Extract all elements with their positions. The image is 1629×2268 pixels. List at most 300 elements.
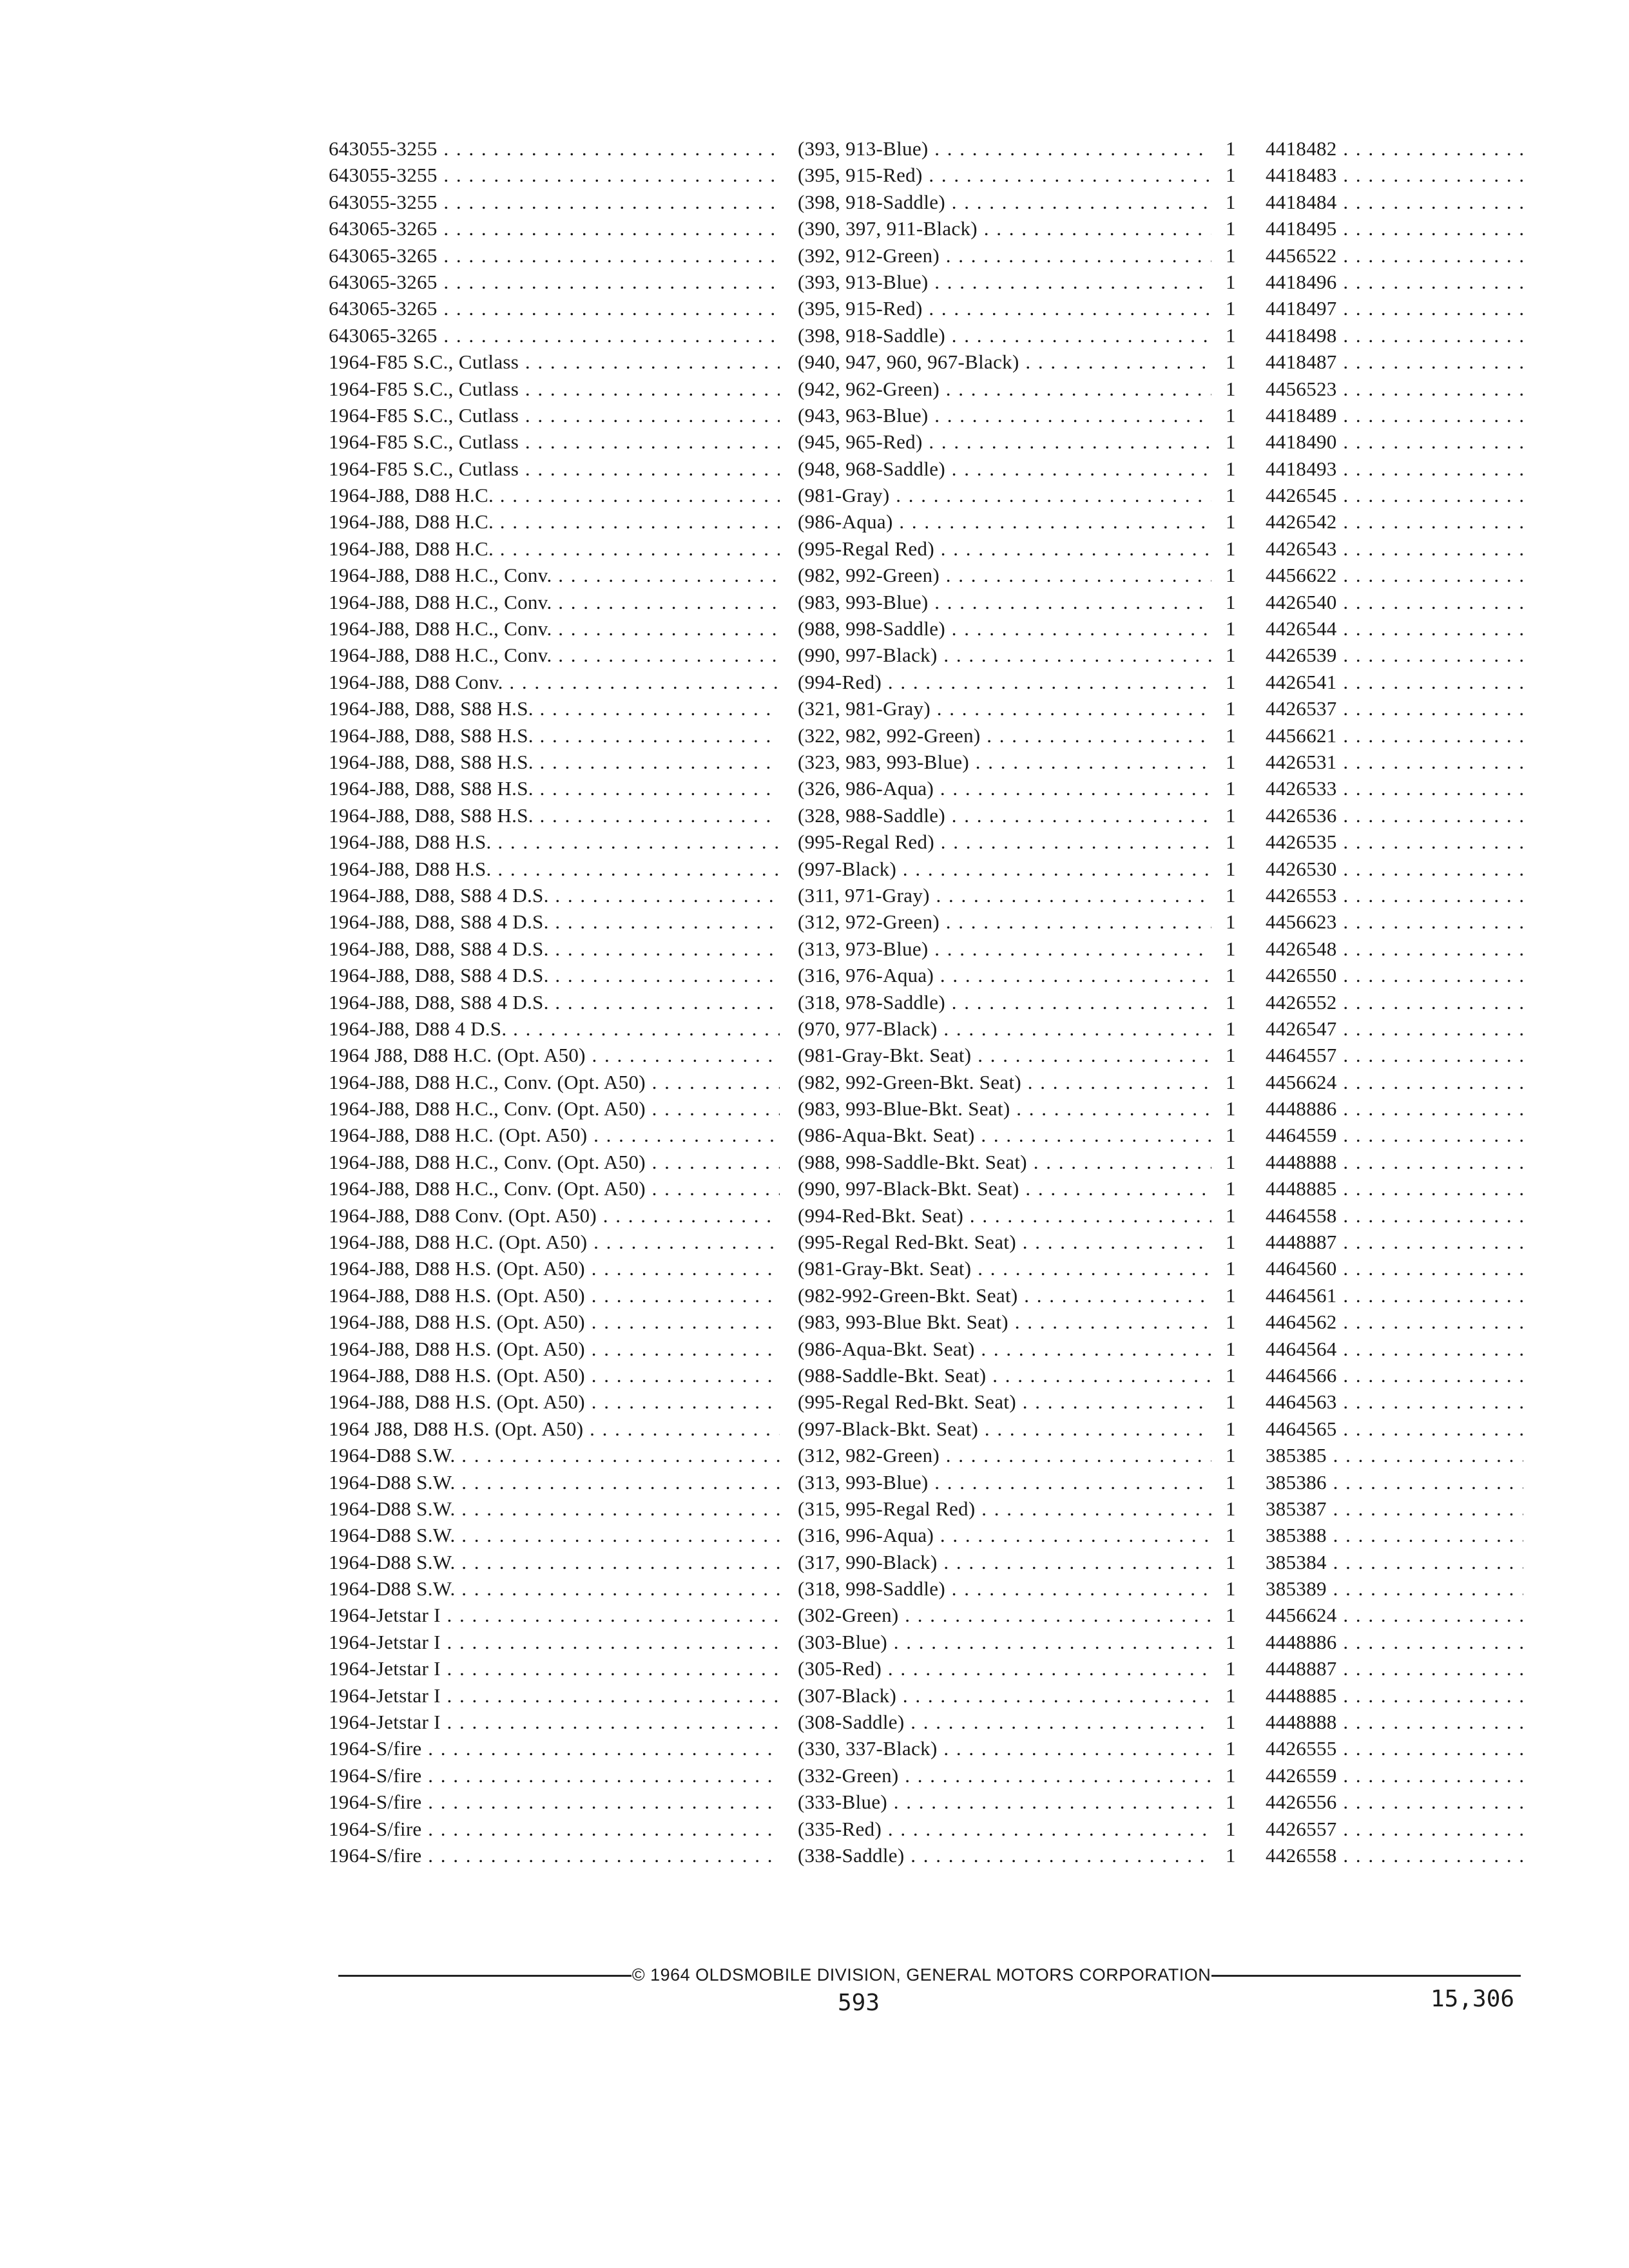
quantity-cell: 1	[1226, 1657, 1236, 1680]
trim-cell: (986-Aqua-Bkt. Seat) . . .	[798, 1122, 1211, 1148]
trim-cell: (326, 986-Aqua) . . .	[798, 775, 1211, 802]
table-row	[329, 295, 1521, 322]
model-cell: 1964-J88, D88 H.C., Conv. (Opt. A50) . . .	[329, 1175, 780, 1202]
table-row	[329, 615, 1521, 642]
trim-cell: (997-Black-Bkt. Seat) . . .	[798, 1416, 1211, 1442]
table-row	[329, 1842, 1521, 1869]
trim-cell: (983, 993-Blue) . . .	[798, 589, 1211, 615]
part-number-cell: 4456624 . . .	[1266, 1069, 1523, 1095]
table-row	[329, 162, 1521, 188]
part-number-cell: 4426547 . . .	[1266, 1015, 1523, 1042]
trim-cell: (393, 913-Blue) . . .	[798, 135, 1211, 162]
trim-cell: (393, 913-Blue) . . .	[798, 269, 1211, 295]
table-row	[329, 1282, 1521, 1309]
quantity-cell: 1	[1226, 883, 1236, 907]
table-row	[329, 189, 1521, 215]
model-cell: 1964-S/fire . . .	[329, 1842, 780, 1869]
trim-cell: (981-Gray-Bkt. Seat) . . .	[798, 1042, 1211, 1068]
part-number-cell: 4426558 . . .	[1266, 1842, 1523, 1869]
model-cell: 1964-J88, D88 H.C., Conv. (Opt. A50) . . .	[329, 1095, 780, 1122]
quantity-cell: 1	[1226, 1817, 1236, 1840]
trim-cell: (395, 915-Red) . . .	[798, 162, 1211, 188]
table-row	[329, 1709, 1521, 1735]
table-row	[329, 1122, 1521, 1148]
trim-cell: (330, 337-Black) . . .	[798, 1735, 1211, 1762]
quantity-cell: 1	[1226, 1763, 1236, 1787]
quantity-cell: 1	[1226, 857, 1236, 880]
quantity-cell: 1	[1226, 1550, 1236, 1573]
table-row	[329, 1229, 1521, 1255]
quantity-cell: 1	[1226, 964, 1236, 987]
trim-cell: (313, 973-Blue) . . .	[798, 936, 1211, 962]
trim-cell: (940, 947, 960, 967-Black) . . .	[798, 349, 1211, 375]
model-cell: 1964-J88, D88, S88 4 D.S. . . .	[329, 908, 780, 935]
table-row	[329, 1495, 1521, 1522]
table-row	[329, 749, 1521, 775]
quantity-cell: 1	[1226, 217, 1236, 240]
trim-cell: (986-Aqua-Bkt. Seat) . . .	[798, 1336, 1211, 1362]
trim-cell: (322, 982, 992-Green) . . .	[798, 722, 1211, 749]
trim-cell: (983, 993-Blue Bkt. Seat) . . .	[798, 1309, 1211, 1335]
trim-cell: (943, 963-Blue) . . .	[798, 402, 1211, 428]
trim-cell: (307-Black) . . .	[798, 1682, 1211, 1709]
quantity-cell: 1	[1226, 910, 1236, 934]
table-row	[329, 402, 1521, 428]
table-row	[329, 1255, 1521, 1282]
part-number-cell: 4464566 . . .	[1266, 1362, 1523, 1389]
part-number-cell: 4448887 . . .	[1266, 1229, 1523, 1255]
trim-cell: (982-992-Green-Bkt. Seat) . . .	[798, 1282, 1211, 1309]
model-cell: 1964-S/fire . . .	[329, 1762, 780, 1789]
quantity-cell: 1	[1226, 1124, 1236, 1147]
trim-cell: (948, 968-Saddle) . . .	[798, 456, 1211, 482]
quantity-cell: 1	[1226, 1604, 1236, 1627]
trim-cell: (392, 912-Green) . . .	[798, 242, 1211, 269]
model-cell: 1964-F85 S.C., Cutlass . . .	[329, 376, 780, 402]
quantity-cell: 1	[1226, 1630, 1236, 1653]
part-number-cell: 4426544 . . .	[1266, 615, 1523, 642]
quantity-cell: 1	[1226, 644, 1236, 667]
trim-cell: (328, 988-Saddle) . . .	[798, 802, 1211, 829]
model-cell: 1964-J88, D88 H.C. . . .	[329, 482, 780, 508]
part-number-cell: 4448887 . . .	[1266, 1655, 1523, 1682]
part-number-cell: 4448886 . . .	[1266, 1629, 1523, 1655]
table-row	[329, 856, 1521, 882]
parts-table	[329, 135, 1521, 1869]
part-number-cell: 4426553 . . .	[1266, 882, 1523, 908]
quantity-cell: 1	[1226, 377, 1236, 400]
table-row	[329, 1202, 1521, 1229]
model-cell: 1964-J88, D88 H.C., Conv. . . .	[329, 615, 780, 642]
quantity-cell: 1	[1226, 1337, 1236, 1360]
trim-cell: (981-Gray) . . .	[798, 482, 1211, 508]
trim-cell: (997-Black) . . .	[798, 856, 1211, 882]
part-number-cell: 4426540 . . .	[1266, 589, 1523, 615]
trim-cell: (311, 971-Gray) . . .	[798, 882, 1211, 908]
part-number-cell: 4464559 . . .	[1266, 1122, 1523, 1148]
table-row	[329, 1602, 1521, 1628]
quantity-cell: 1	[1226, 750, 1236, 773]
trim-cell: (312, 972-Green) . . .	[798, 908, 1211, 935]
model-cell: 1964-F85 S.C., Cutlass . . .	[329, 349, 780, 375]
model-cell: 1964-Jetstar I . . .	[329, 1682, 780, 1709]
table-row	[329, 589, 1521, 615]
trim-cell: (995-Regal Red-Bkt. Seat) . . .	[798, 1229, 1211, 1255]
quantity-cell: 1	[1226, 1497, 1236, 1520]
quantity-cell: 1	[1226, 1017, 1236, 1040]
quantity-cell: 1	[1226, 724, 1236, 747]
part-number-cell: 4426559 . . .	[1266, 1762, 1523, 1789]
model-cell: 1964-J88, D88, S88 4 D.S. . . .	[329, 936, 780, 962]
trim-cell: (988, 998-Saddle) . . .	[798, 615, 1211, 642]
table-row	[329, 989, 1521, 1015]
quantity-cell: 1	[1226, 1737, 1236, 1760]
part-number-cell: 4426531 . . .	[1266, 749, 1523, 775]
quantity-cell: 1	[1226, 1844, 1236, 1867]
table-row	[329, 349, 1521, 375]
trim-cell: (990, 997-Black-Bkt. Seat) . . .	[798, 1175, 1211, 1202]
trim-cell: (332-Green) . . .	[798, 1762, 1211, 1789]
model-cell: 1964-Jetstar I . . .	[329, 1709, 780, 1735]
part-number-cell: 4448885 . . .	[1266, 1682, 1523, 1709]
table-row	[329, 428, 1521, 455]
footer-rule-left	[338, 1975, 631, 1977]
table-row	[329, 1442, 1521, 1468]
model-cell: 1964 J88, D88 H.S. (Opt. A50) . . .	[329, 1416, 780, 1442]
table-row	[329, 829, 1521, 855]
quantity-cell: 1	[1226, 457, 1236, 480]
part-number-cell: 4418489 . . .	[1266, 402, 1523, 428]
quantity-cell: 1	[1226, 1470, 1236, 1494]
trim-cell: (988-Saddle-Bkt. Seat) . . .	[798, 1362, 1211, 1389]
part-number-cell: 4464557 . . .	[1266, 1042, 1523, 1068]
model-cell: 1964-Jetstar I . . .	[329, 1629, 780, 1655]
part-number-cell: 385389 . . .	[1266, 1575, 1523, 1602]
trim-cell: (994-Red-Bkt. Seat) . . .	[798, 1202, 1211, 1229]
model-cell: 643055-3255 . . .	[329, 135, 780, 162]
model-cell: 1964-J88, D88 H.C. . . .	[329, 508, 780, 535]
quantity-cell: 1	[1226, 1390, 1236, 1414]
quantity-cell: 1	[1226, 590, 1236, 613]
part-number-cell: 4418498 . . .	[1266, 322, 1523, 349]
table-row	[329, 269, 1521, 295]
table-row	[329, 242, 1521, 269]
quantity-cell: 1	[1226, 1177, 1236, 1200]
trim-cell: (986-Aqua) . . .	[798, 508, 1211, 535]
table-row	[329, 802, 1521, 829]
model-cell: 1964-J88, D88 H.S. (Opt. A50) . . .	[329, 1336, 780, 1362]
quantity-cell: 1	[1226, 1363, 1236, 1387]
table-row	[329, 1816, 1521, 1842]
model-cell: 1964-D88 S.W. . . .	[329, 1549, 780, 1575]
quantity-cell: 1	[1226, 1577, 1236, 1600]
quantity-cell: 1	[1226, 1204, 1236, 1227]
model-cell: 1964-S/fire . . .	[329, 1789, 780, 1815]
quantity-cell: 1	[1226, 1791, 1236, 1814]
part-number-cell: 4448886 . . .	[1266, 1095, 1523, 1122]
model-cell: 1964-F85 S.C., Cutlass . . .	[329, 456, 780, 482]
quantity-cell: 1	[1226, 1417, 1236, 1440]
quantity-cell: 1	[1226, 351, 1236, 374]
part-number-cell: 4456522 . . .	[1266, 242, 1523, 269]
quantity-cell: 1	[1226, 1097, 1236, 1120]
trim-cell: (333-Blue) . . .	[798, 1789, 1211, 1815]
trim-cell: (982, 992-Green) . . .	[798, 562, 1211, 588]
copyright-notice: © 1964 OLDSMOBILE DIVISION, GENERAL MOTORS CORPORATION	[631, 1962, 1211, 1988]
quantity-cell: 1	[1226, 137, 1236, 160]
trim-cell: (995-Regal Red) . . .	[798, 535, 1211, 562]
table-row	[329, 482, 1521, 508]
trim-cell: (321, 981-Gray) . . .	[798, 695, 1211, 722]
quantity-cell: 1	[1226, 403, 1236, 427]
trim-cell: (982, 992-Green-Bkt. Seat) . . .	[798, 1069, 1211, 1095]
catalog-number: 15,306	[1431, 1986, 1515, 2012]
table-row	[329, 722, 1521, 749]
part-number-cell: 385387 . . .	[1266, 1495, 1523, 1522]
table-row	[329, 215, 1521, 242]
trim-cell: (995-Regal Red) . . .	[798, 829, 1211, 855]
part-number-cell: 4418490 . . .	[1266, 428, 1523, 455]
table-row	[329, 322, 1521, 349]
quantity-cell: 1	[1226, 1257, 1236, 1280]
part-number-cell: 4418483 . . .	[1266, 162, 1523, 188]
part-number-cell: 4418493 . . .	[1266, 456, 1523, 482]
model-cell: 1964-J88, D88 H.S. (Opt. A50) . . .	[329, 1362, 780, 1389]
trim-cell: (317, 990-Black) . . .	[798, 1549, 1211, 1575]
table-row	[329, 882, 1521, 908]
quantity-cell: 1	[1226, 510, 1236, 533]
table-row	[329, 1735, 1521, 1762]
model-cell: 1964-J88, D88 H.C., Conv. (Opt. A50) . . .	[329, 1149, 780, 1175]
model-cell: 1964-J88, D88, S88 4 D.S. . . .	[329, 882, 780, 908]
model-cell: 1964-D88 S.W. . . .	[329, 1495, 780, 1522]
table-row	[329, 456, 1521, 482]
model-cell: 643065-3265 . . .	[329, 295, 780, 322]
quantity-cell: 1	[1226, 190, 1236, 213]
quantity-cell: 1	[1226, 430, 1236, 454]
table-row	[329, 135, 1521, 162]
trim-cell: (316, 996-Aqua) . . .	[798, 1522, 1211, 1548]
table-row	[329, 1149, 1521, 1175]
table-row	[329, 562, 1521, 588]
model-cell: 1964-S/fire . . .	[329, 1735, 780, 1762]
part-number-cell: 4418482 . . .	[1266, 135, 1523, 162]
model-cell: 1964-J88, D88 Conv. . . .	[329, 669, 780, 695]
quantity-cell: 1	[1226, 697, 1236, 720]
table-row	[329, 1389, 1521, 1415]
footer	[338, 1962, 1521, 1988]
model-cell: 1964-J88, D88 H.S. (Opt. A50) . . .	[329, 1255, 780, 1282]
trim-cell: (308-Saddle) . . .	[798, 1709, 1211, 1735]
model-cell: 643055-3255 . . .	[329, 189, 780, 215]
table-row	[329, 1655, 1521, 1682]
trim-cell: (395, 915-Red) . . .	[798, 295, 1211, 322]
table-row	[329, 1789, 1521, 1815]
quantity-cell: 1	[1226, 1231, 1236, 1254]
part-number-cell: 4426555 . . .	[1266, 1735, 1523, 1762]
quantity-cell: 1	[1226, 1711, 1236, 1734]
table-row	[329, 508, 1521, 535]
table-row	[329, 908, 1521, 935]
quantity-cell: 1	[1226, 777, 1236, 800]
model-cell: 1964 J88, D88 H.C. (Opt. A50) . . .	[329, 1042, 780, 1068]
model-cell: 643065-3265 . . .	[329, 269, 780, 295]
quantity-cell: 1	[1226, 1524, 1236, 1547]
table-row	[329, 535, 1521, 562]
model-cell: 1964-J88, D88, S88 H.S. . . .	[329, 695, 780, 722]
part-number-cell: 4464561 . . .	[1266, 1282, 1523, 1309]
part-number-cell: 4456621 . . .	[1266, 722, 1523, 749]
part-number-cell: 4426533 . . .	[1266, 775, 1523, 802]
trim-cell: (398, 918-Saddle) . . .	[798, 322, 1211, 349]
table-row	[329, 695, 1521, 722]
table-row	[329, 1682, 1521, 1709]
table-row	[329, 1416, 1521, 1442]
trim-cell: (323, 983, 993-Blue) . . .	[798, 749, 1211, 775]
part-number-cell: 4456622 . . .	[1266, 562, 1523, 588]
trim-cell: (303-Blue) . . .	[798, 1629, 1211, 1655]
table-row	[329, 1469, 1521, 1495]
model-cell: 1964-J88, D88 H.C., Conv. . . .	[329, 562, 780, 588]
part-number-cell: 4426548 . . .	[1266, 936, 1523, 962]
trim-cell: (983, 993-Blue-Bkt. Seat) . . .	[798, 1095, 1211, 1122]
part-number-cell: 4456523 . . .	[1266, 376, 1523, 402]
trim-cell: (318, 978-Saddle) . . .	[798, 989, 1211, 1015]
quantity-cell: 1	[1226, 1444, 1236, 1467]
model-cell: 1964-J88, D88 H.C., Conv. . . .	[329, 589, 780, 615]
quantity-cell: 1	[1226, 297, 1236, 320]
trim-cell: (981-Gray-Bkt. Seat) . . .	[798, 1255, 1211, 1282]
quantity-cell: 1	[1226, 803, 1236, 827]
quantity-cell: 1	[1226, 937, 1236, 960]
page-number: 593	[838, 1990, 880, 2016]
part-number-cell: 4464560 . . .	[1266, 1255, 1523, 1282]
table-row	[329, 1175, 1521, 1202]
trim-cell: (313, 993-Blue) . . .	[798, 1469, 1211, 1495]
part-number-cell: 4464563 . . .	[1266, 1389, 1523, 1415]
part-number-cell: 4418495 . . .	[1266, 215, 1523, 242]
trim-cell: (398, 918-Saddle) . . .	[798, 189, 1211, 215]
part-number-cell: 4464565 . . .	[1266, 1416, 1523, 1442]
part-number-cell: 4418484 . . .	[1266, 189, 1523, 215]
model-cell: 1964-D88 S.W. . . .	[329, 1442, 780, 1468]
model-cell: 1964-Jetstar I . . .	[329, 1655, 780, 1682]
quantity-cell: 1	[1226, 244, 1236, 267]
part-number-cell: 4464564 . . .	[1266, 1336, 1523, 1362]
part-number-cell: 385384 . . .	[1266, 1549, 1523, 1575]
quantity-cell: 1	[1226, 1150, 1236, 1173]
part-number-cell: 385386 . . .	[1266, 1469, 1523, 1495]
trim-cell: (302-Green) . . .	[798, 1602, 1211, 1628]
part-number-cell: 4426536 . . .	[1266, 802, 1523, 829]
part-number-cell: 4426541 . . .	[1266, 669, 1523, 695]
model-cell: 1964-Jetstar I . . .	[329, 1602, 780, 1628]
model-cell: 1964-D88 S.W. . . .	[329, 1522, 780, 1548]
model-cell: 1964-J88, D88 H.S. (Opt. A50) . . .	[329, 1389, 780, 1415]
model-cell: 1964-D88 S.W. . . .	[329, 1469, 780, 1495]
model-cell: 1964-F85 S.C., Cutlass . . .	[329, 428, 780, 455]
trim-cell: (390, 397, 911-Black) . . .	[798, 215, 1211, 242]
trim-cell: (994-Red) . . .	[798, 669, 1211, 695]
table-row	[329, 642, 1521, 668]
model-cell: 643065-3265 . . .	[329, 322, 780, 349]
table-row	[329, 1575, 1521, 1602]
model-cell: 1964-J88, D88, S88 4 D.S. . . .	[329, 962, 780, 988]
model-cell: 1964-J88, D88 H.S. . . .	[329, 829, 780, 855]
part-number-cell: 4426539 . . .	[1266, 642, 1523, 668]
part-number-cell: 385388 . . .	[1266, 1522, 1523, 1548]
trim-cell: (335-Red) . . .	[798, 1816, 1211, 1842]
trim-cell: (316, 976-Aqua) . . .	[798, 962, 1211, 988]
quantity-cell: 1	[1226, 670, 1236, 693]
trim-cell: (995-Regal Red-Bkt. Seat) . . .	[798, 1389, 1211, 1415]
quantity-cell: 1	[1226, 270, 1236, 293]
part-number-cell: 4426543 . . .	[1266, 535, 1523, 562]
part-number-cell: 4456623 . . .	[1266, 908, 1523, 935]
table-row	[329, 936, 1521, 962]
part-number-cell: 4426530 . . .	[1266, 856, 1523, 882]
model-cell: 1964-J88, D88 H.C., Conv. . . .	[329, 642, 780, 668]
model-cell: 643055-3255 . . .	[329, 162, 780, 188]
part-number-cell: 4426542 . . .	[1266, 508, 1523, 535]
part-number-cell: 4426552 . . .	[1266, 989, 1523, 1015]
part-number-cell: 4456624 . . .	[1266, 1602, 1523, 1628]
quantity-cell: 1	[1226, 164, 1236, 187]
trim-cell: (318, 998-Saddle) . . .	[798, 1575, 1211, 1602]
model-cell: 1964-D88 S.W. . . .	[329, 1575, 780, 1602]
model-cell: 1964-J88, D88 Conv. (Opt. A50) . . .	[329, 1202, 780, 1229]
part-number-cell: 4418496 . . .	[1266, 269, 1523, 295]
model-cell: 1964-J88, D88, S88 4 D.S. . . .	[329, 989, 780, 1015]
model-cell: 1964-J88, D88, S88 H.S. . . .	[329, 802, 780, 829]
model-cell: 1964-J88, D88 H.S. (Opt. A50) . . .	[329, 1282, 780, 1309]
part-number-cell: 4426545 . . .	[1266, 482, 1523, 508]
table-row	[329, 1549, 1521, 1575]
table-row	[329, 1336, 1521, 1362]
quantity-cell: 1	[1226, 323, 1236, 347]
part-number-cell: 4426556 . . .	[1266, 1789, 1523, 1815]
table-row	[329, 1095, 1521, 1122]
part-number-cell: 4426550 . . .	[1266, 962, 1523, 988]
table-row	[329, 1362, 1521, 1389]
model-cell: 1964-J88, D88 H.S. . . .	[329, 856, 780, 882]
model-cell: 643065-3265 . . .	[329, 215, 780, 242]
trim-cell: (305-Red) . . .	[798, 1655, 1211, 1682]
table-row	[329, 1762, 1521, 1789]
table-row	[329, 669, 1521, 695]
part-number-cell: 4418487 . . .	[1266, 349, 1523, 375]
part-number-cell: 4448885 . . .	[1266, 1175, 1523, 1202]
part-number-cell: 385385 . . .	[1266, 1442, 1523, 1468]
part-number-cell: 4464558 . . .	[1266, 1202, 1523, 1229]
trim-cell: (988, 998-Saddle-Bkt. Seat) . . .	[798, 1149, 1211, 1175]
model-cell: 1964-J88, D88 H.S. (Opt. A50) . . .	[329, 1309, 780, 1335]
part-number-cell: 4448888 . . .	[1266, 1709, 1523, 1735]
trim-cell: (990, 997-Black) . . .	[798, 642, 1211, 668]
model-cell: 1964-F85 S.C., Cutlass . . .	[329, 402, 780, 428]
quantity-cell: 1	[1226, 1044, 1236, 1067]
table-row	[329, 962, 1521, 988]
quantity-cell: 1	[1226, 564, 1236, 587]
model-cell: 1964-J88, D88 H.C. (Opt. A50) . . .	[329, 1229, 780, 1255]
trim-cell: (315, 995-Regal Red) . . .	[798, 1495, 1211, 1522]
table-row	[329, 1629, 1521, 1655]
trim-cell: (312, 982-Green) . . .	[798, 1442, 1211, 1468]
model-cell: 1964-J88, D88, S88 H.S. . . .	[329, 775, 780, 802]
model-cell: 1964-J88, D88 H.C. . . .	[329, 535, 780, 562]
quantity-cell: 1	[1226, 484, 1236, 507]
part-number-cell: 4418497 . . .	[1266, 295, 1523, 322]
